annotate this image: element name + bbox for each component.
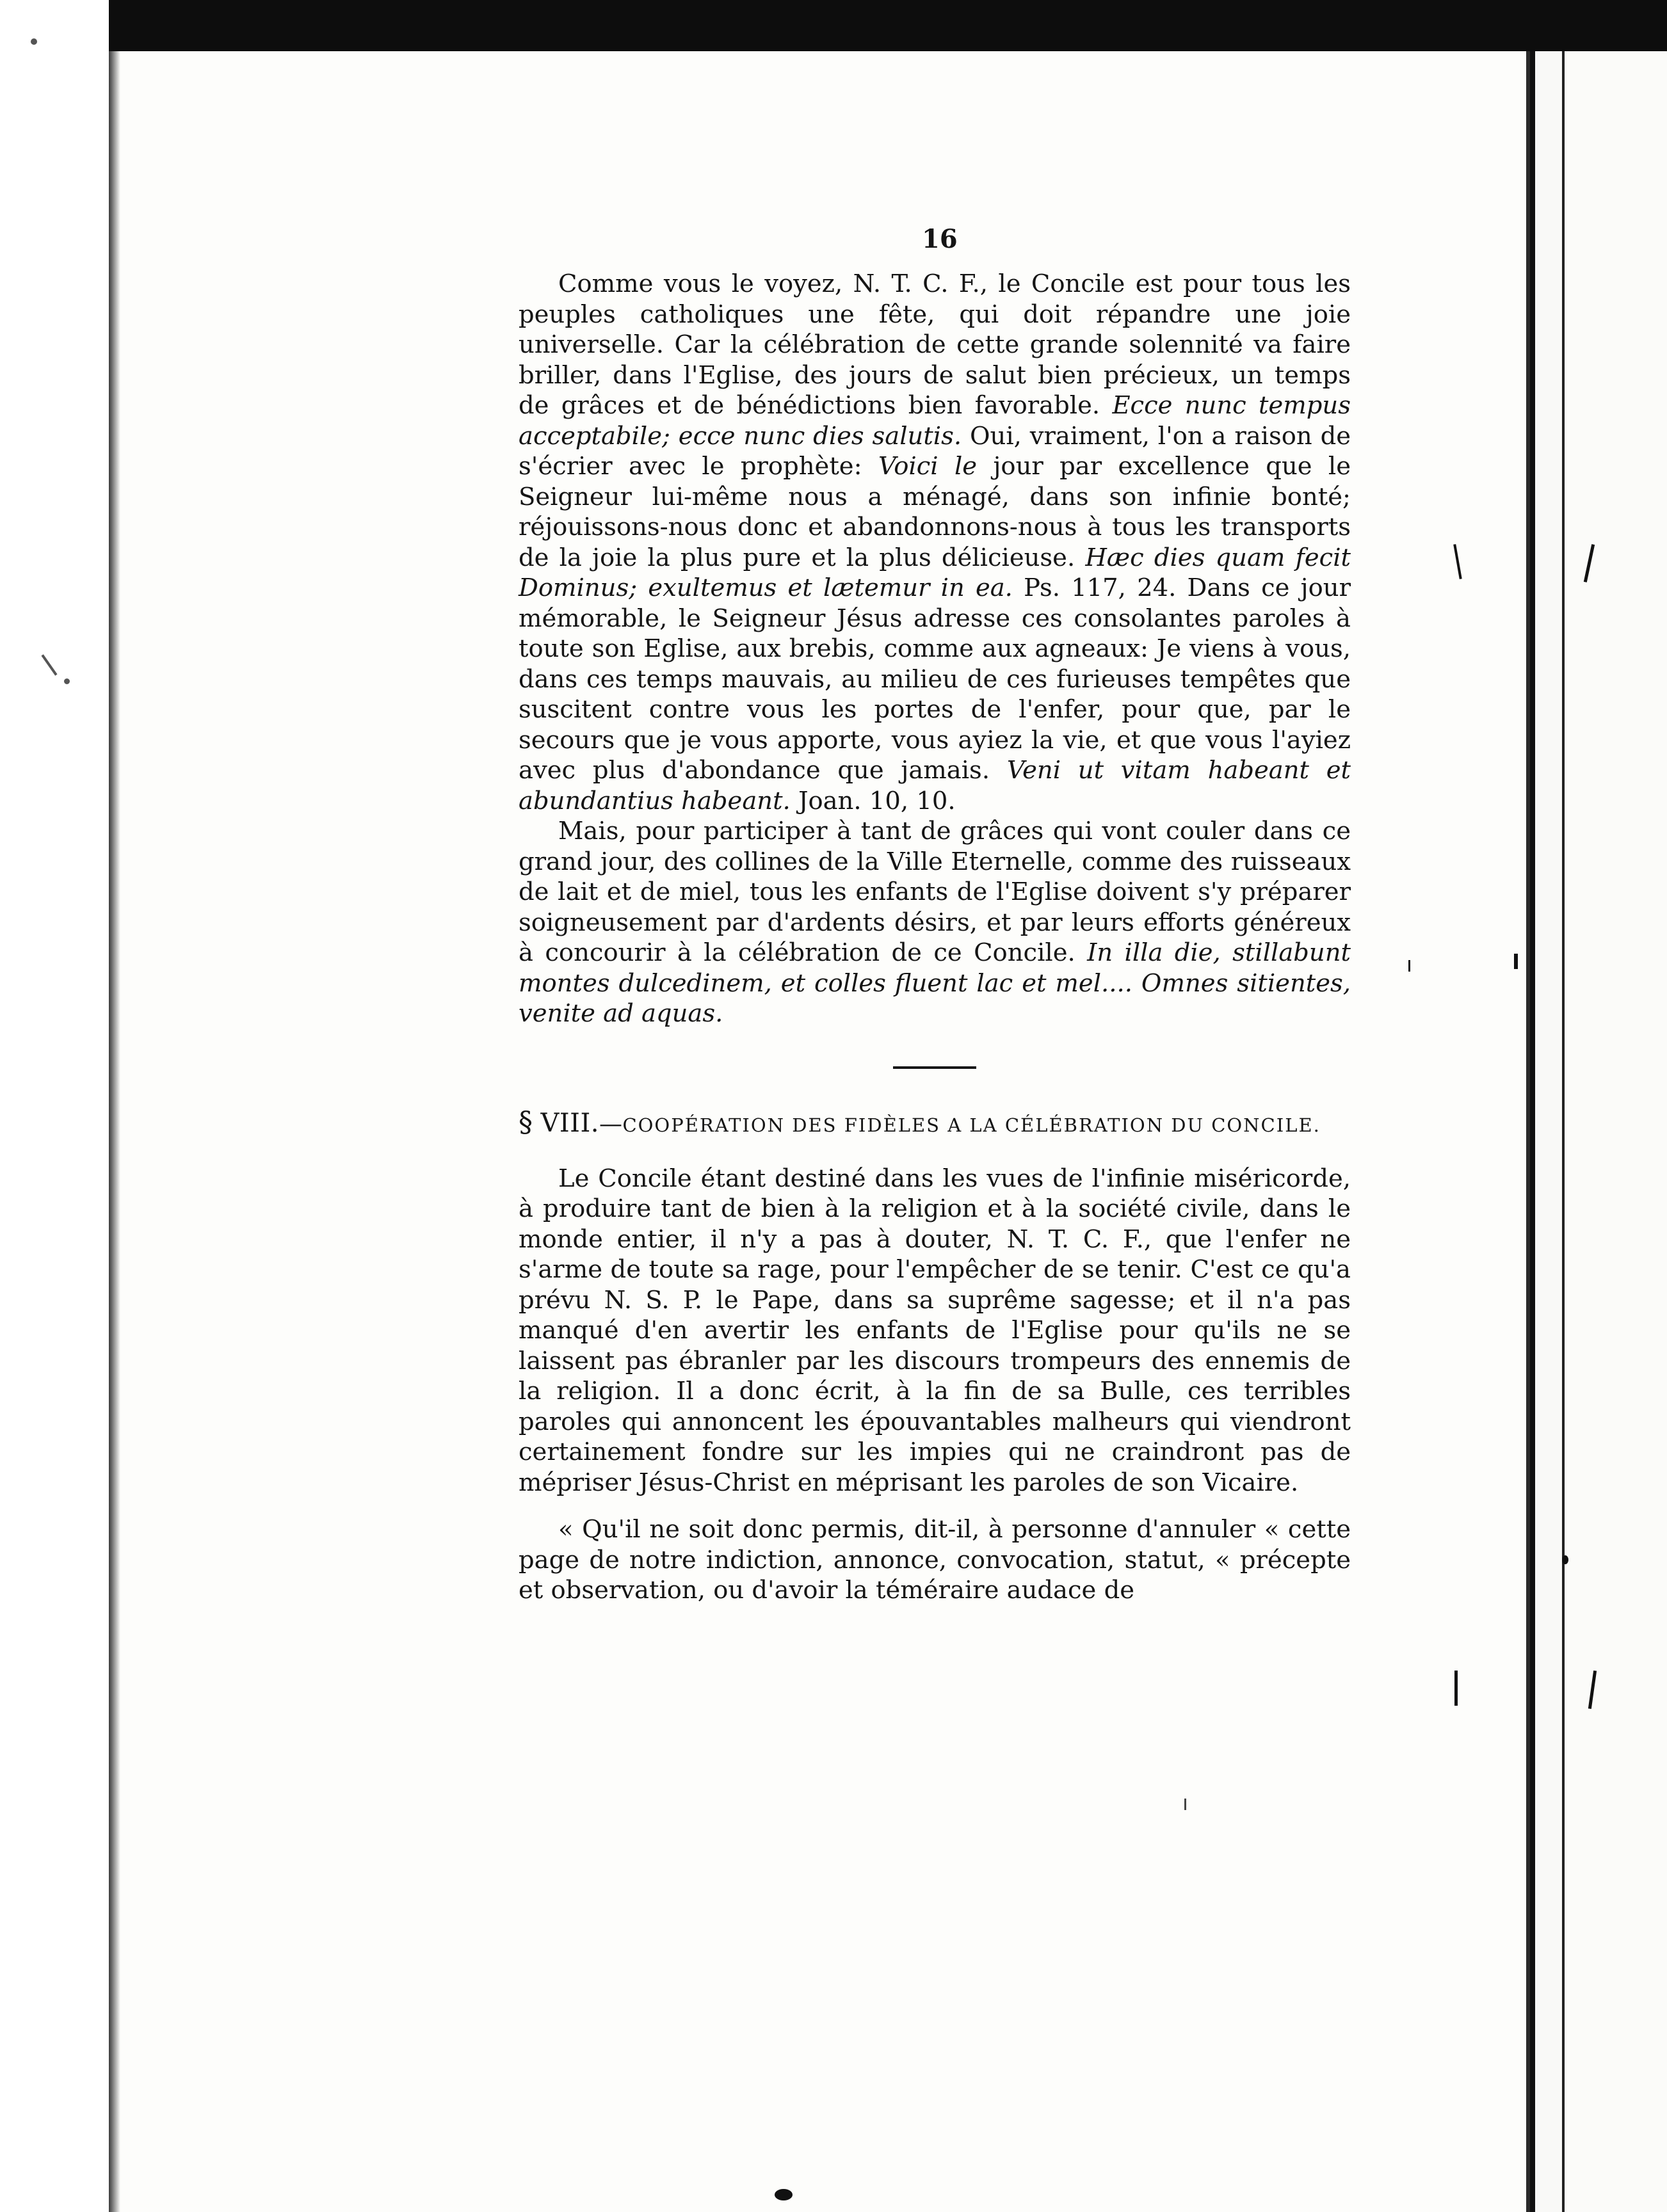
paragraph-text: Comme vous le voyez, N. T. C. F., le Concile est pour tous les peuples catholiques une fête, qui doit répandre une joie universelle. Car la célébration de cette grande solennité va faire briller, dans l'Eglise, des jours de salut bien précieux, un temps de grâces et de bénédictions bien favorable.: [519, 269, 1351, 420]
scan-dust-dot: [1562, 1555, 1568, 1564]
scan-dust-dot: [775, 2189, 793, 2200]
section-dash: —: [599, 1110, 623, 1137]
paragraph: [519, 269, 1351, 816]
section-title: COOPÉRATION DES FIDÈLES A LA CÉLÉBRATION DU CONCILE.: [622, 1114, 1321, 1136]
scan-artifact-mark: [1408, 960, 1410, 972]
paragraph: [519, 816, 1351, 1029]
paragraph: [519, 1164, 1351, 1498]
scan-left-margin: [0, 0, 109, 2212]
scan-top-border: [0, 0, 1667, 51]
section-number: VIII.: [540, 1108, 599, 1138]
paragraph-text: Ps. 117, 24. Dans ce jour mémorable, le Seigneur Jésus adresse ces consolantes paroles à toute son Eglise, aux brebis, comme aux agneaux: Je viens à vous, dans ces temps mauvais, au milieu de ces furieuses tempêtes que suscitent contre vous les portes de l'enfer, pour que, par le secours que je vous apporte, vous ayiez la vie, et que vous l'ayiez avec plus d'abondance que jamais.: [519, 573, 1351, 785]
emphasis-text: Voici le: [878, 452, 978, 481]
scan-artifact-mark: [1184, 1799, 1186, 1810]
page-body: [519, 269, 1351, 1606]
section-heading: [519, 1105, 1351, 1139]
adjacent-page-inner: [1562, 51, 1667, 2212]
paragraph-text: jour par excellence que le Seigneur lui-même nous a ménagé, dans son infinie bonté; réjouissons-nous donc et abandonnons-nous à tous les transports de la joie la plus pure et la plus délicieuse.: [519, 452, 1351, 572]
paragraph-text: Mais, pour participer à tant de grâces qui vont couler dans ce grand jour, des collines de la Ville Eternelle, comme des ruisseaux de lait et de miel, tous les enfants de l'Eglise doivent s'y préparer soigneusement par d'ardents désirs, et par leurs efforts généreux à concourir à la célébration de ce Concile.: [519, 817, 1351, 967]
scan-artifact-mark: [1514, 954, 1518, 969]
section-separator: [893, 1066, 976, 1069]
paragraph-text: « Qu'il ne soit donc permis, dit-il, à personne d'annuler « cette page de notre indiction, annonce, convocation, statut, « précepte et observation, ou d'avoir la téméraire audace de: [519, 1515, 1351, 1605]
scan-dust-dot: [64, 678, 70, 684]
page-edge-shadow: [109, 51, 120, 2212]
latin-quotation: Ecce nunc tempus acceptabile; ecce nunc dies salutis.: [519, 391, 1351, 451]
page-number: 16: [922, 224, 958, 254]
section-symbol: §: [519, 1105, 533, 1139]
latin-quotation: Hæc dies quam fecit Dominus; exultemus et lætemur in ea.: [519, 543, 1351, 602]
latin-quotation: Veni ut vitam habeant et abundantius habeant.: [519, 756, 1351, 815]
scan-dust-dot: [31, 38, 37, 45]
papal-quotation: [519, 1514, 1351, 1606]
scan-artifact-mark: [1454, 1671, 1458, 1706]
paragraph-text: Oui, vraiment, l'on a raison de s'écrier avec le prophète:: [519, 421, 1351, 481]
scripture-reference: Joan. 10, 10.: [798, 786, 956, 815]
paragraph-text: Le Concile étant destiné dans les vues de l'infinie miséricorde, à produire tant de bien à la religion et à la société civile, dans le monde entier, il n'y a pas à douter, N. T. C. F., que l'enfer ne s'arme de toute sa rage, pour l'empêcher de se tenir. C'est ce qu'a prévu N. S. P. le Pape, dans sa suprême sagesse; et il n'a pas manqué d'en avertir les enfants de l'Eglise pour qu'ils ne se laissent pas ébranler par les discours trompeurs des ennemis de la religion. Il a donc écrit, à la fin de sa Bulle, ces terribles paroles qui annoncent les épouvantables malheurs qui viendront certainement fondre sur les impies qui ne craindront pas de mépriser Jésus-Christ en méprisant les paroles de son Vicaire.: [519, 1164, 1351, 1497]
latin-quotation: In illa die, stillabunt montes dulcedinem, et colles fluent lac et mel.... Omnes sitientes, venite ad aquas.: [519, 938, 1351, 1028]
